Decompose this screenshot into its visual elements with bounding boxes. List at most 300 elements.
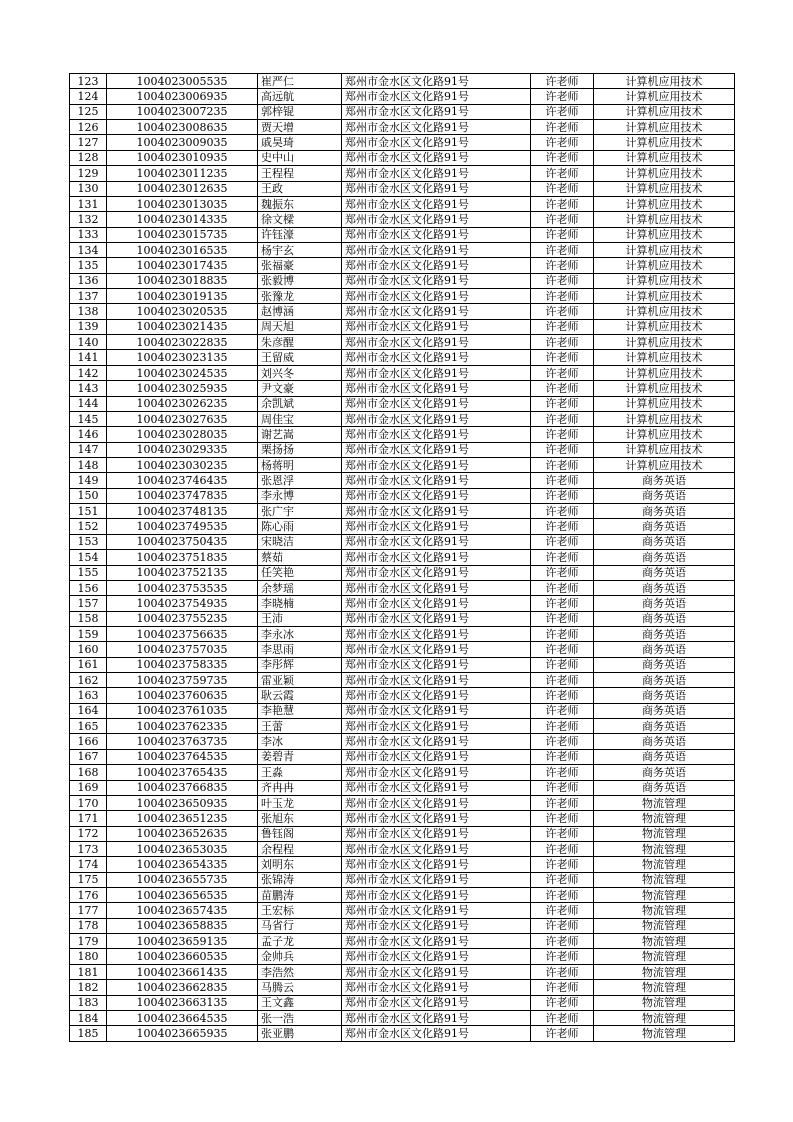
row-number-cell: 153 <box>70 534 107 549</box>
student-id-cell: 1004023017435 <box>107 258 258 273</box>
address-cell: 郑州市金水区文化路91号 <box>342 335 531 350</box>
teacher-name-cell: 许老师 <box>531 888 594 903</box>
major-cell: 物流管理 <box>594 826 735 841</box>
student-id-cell: 1004023027635 <box>107 411 258 426</box>
address-cell: 郑州市金水区文化路91号 <box>342 995 531 1010</box>
student-id-cell: 1004023655735 <box>107 872 258 887</box>
major-cell: 商务英语 <box>594 780 735 795</box>
student-name-cell: 苗鹏涛 <box>258 888 342 903</box>
address-cell: 郑州市金水区文化路91号 <box>342 565 531 580</box>
student-name-cell: 余梦瑶 <box>258 580 342 595</box>
major-cell: 计算机应用技术 <box>594 381 735 396</box>
row-number-cell: 172 <box>70 826 107 841</box>
table-row <box>70 335 735 350</box>
major-cell: 商务英语 <box>594 719 735 734</box>
teacher-name-cell: 许老师 <box>531 980 594 995</box>
row-number-cell: 159 <box>70 626 107 641</box>
row-number-cell: 124 <box>70 89 107 104</box>
teacher-name-cell: 许老师 <box>531 273 594 288</box>
address-cell: 郑州市金水区文化路91号 <box>342 166 531 181</box>
teacher-name-cell: 许老师 <box>531 734 594 749</box>
row-number-cell: 150 <box>70 488 107 503</box>
student-id-cell: 1004023760635 <box>107 688 258 703</box>
address-cell: 郑州市金水区文化路91号 <box>342 765 531 780</box>
major-cell: 物流管理 <box>594 841 735 856</box>
address-cell: 郑州市金水区文化路91号 <box>342 442 531 457</box>
row-number-cell: 138 <box>70 304 107 319</box>
teacher-name-cell: 许老师 <box>531 166 594 181</box>
table-row <box>70 841 735 856</box>
address-cell: 郑州市金水区文化路91号 <box>342 841 531 856</box>
student-name-cell: 李浩然 <box>258 964 342 979</box>
row-number-cell: 185 <box>70 1026 107 1041</box>
row-number-cell: 178 <box>70 918 107 933</box>
table-row <box>70 350 735 365</box>
major-cell: 计算机应用技术 <box>594 273 735 288</box>
teacher-name-cell: 许老师 <box>531 934 594 949</box>
row-number-cell: 171 <box>70 811 107 826</box>
row-number-cell: 168 <box>70 765 107 780</box>
teacher-name-cell: 许老师 <box>531 104 594 119</box>
table-row <box>70 104 735 119</box>
teacher-name-cell: 许老师 <box>531 289 594 304</box>
row-number-cell: 183 <box>70 995 107 1010</box>
major-cell: 商务英语 <box>594 596 735 611</box>
student-name-cell: 李永冰 <box>258 626 342 641</box>
student-id-cell: 1004023663135 <box>107 995 258 1010</box>
table-row <box>70 396 735 411</box>
address-cell: 郑州市金水区文化路91号 <box>342 74 531 89</box>
major-cell: 物流管理 <box>594 995 735 1010</box>
table-row <box>70 473 735 488</box>
row-number-cell: 139 <box>70 319 107 334</box>
teacher-name-cell: 许老师 <box>531 642 594 657</box>
major-cell: 商务英语 <box>594 734 735 749</box>
student-id-cell: 1004023010935 <box>107 150 258 165</box>
teacher-name-cell: 许老师 <box>531 135 594 150</box>
student-name-cell: 金帅兵 <box>258 949 342 964</box>
row-number-cell: 133 <box>70 227 107 242</box>
table-row <box>70 780 735 795</box>
row-number-cell: 184 <box>70 1010 107 1025</box>
student-name-cell: 许钰濠 <box>258 227 342 242</box>
student-name-cell: 戚昊琦 <box>258 135 342 150</box>
table-row <box>70 888 735 903</box>
table-row <box>70 381 735 396</box>
table-row <box>70 795 735 810</box>
table-row <box>70 319 735 334</box>
row-number-cell: 154 <box>70 550 107 565</box>
table-row <box>70 411 735 426</box>
teacher-name-cell: 许老师 <box>531 304 594 319</box>
table-row <box>70 749 735 764</box>
address-cell: 郑州市金水区文化路91号 <box>342 150 531 165</box>
major-cell: 商务英语 <box>594 626 735 641</box>
major-cell: 计算机应用技术 <box>594 150 735 165</box>
teacher-name-cell: 许老师 <box>531 811 594 826</box>
address-cell: 郑州市金水区文化路91号 <box>342 89 531 104</box>
student-name-cell: 张一浩 <box>258 1010 342 1025</box>
address-cell: 郑州市金水区文化路91号 <box>342 550 531 565</box>
teacher-name-cell: 许老师 <box>531 181 594 196</box>
table-row <box>70 427 735 442</box>
teacher-name-cell: 许老师 <box>531 964 594 979</box>
address-cell: 郑州市金水区文化路91号 <box>342 196 531 211</box>
student-name-cell: 谢艺嵩 <box>258 427 342 442</box>
teacher-name-cell: 许老师 <box>531 1026 594 1041</box>
teacher-name-cell: 许老师 <box>531 611 594 626</box>
student-name-cell: 王文鑫 <box>258 995 342 1010</box>
table-row <box>70 534 735 549</box>
student-id-cell: 1004023665935 <box>107 1026 258 1041</box>
row-number-cell: 155 <box>70 565 107 580</box>
major-cell: 物流管理 <box>594 872 735 887</box>
teacher-name-cell: 许老师 <box>531 396 594 411</box>
student-id-cell: 1004023023135 <box>107 350 258 365</box>
table-row <box>70 242 735 257</box>
row-number-cell: 166 <box>70 734 107 749</box>
address-cell: 郑州市金水区文化路91号 <box>342 104 531 119</box>
student-name-cell: 郭梓锟 <box>258 104 342 119</box>
table-row <box>70 626 735 641</box>
row-number-cell: 145 <box>70 411 107 426</box>
major-cell: 计算机应用技术 <box>594 365 735 380</box>
table-row <box>70 857 735 872</box>
teacher-name-cell: 许老师 <box>531 872 594 887</box>
table-row <box>70 918 735 933</box>
major-cell: 计算机应用技术 <box>594 135 735 150</box>
student-name-cell: 张恩浮 <box>258 473 342 488</box>
address-cell: 郑州市金水区文化路91号 <box>342 304 531 319</box>
row-number-cell: 177 <box>70 903 107 918</box>
major-cell: 计算机应用技术 <box>594 89 735 104</box>
row-number-cell: 128 <box>70 150 107 165</box>
table-row <box>70 765 735 780</box>
student-id-cell: 1004023028035 <box>107 427 258 442</box>
major-cell: 计算机应用技术 <box>594 212 735 227</box>
student-name-cell: 李晓楠 <box>258 596 342 611</box>
student-name-cell: 蔡茹 <box>258 550 342 565</box>
student-id-cell: 1004023751835 <box>107 550 258 565</box>
student-name-cell: 刘兴冬 <box>258 365 342 380</box>
student-name-cell: 鲁钰阁 <box>258 826 342 841</box>
student-name-cell: 叶玉龙 <box>258 795 342 810</box>
teacher-name-cell: 许老师 <box>531 596 594 611</box>
student-id-cell: 1004023016535 <box>107 242 258 257</box>
table-row <box>70 980 735 995</box>
address-cell: 郑州市金水区文化路91号 <box>342 381 531 396</box>
major-cell: 物流管理 <box>594 934 735 949</box>
address-cell: 郑州市金水区文化路91号 <box>342 888 531 903</box>
student-name-cell: 朱彦醒 <box>258 335 342 350</box>
major-cell: 计算机应用技术 <box>594 242 735 257</box>
student-name-cell: 王淼 <box>258 765 342 780</box>
student-name-cell: 马省行 <box>258 918 342 933</box>
teacher-name-cell: 许老师 <box>531 795 594 810</box>
major-cell: 计算机应用技术 <box>594 74 735 89</box>
student-id-cell: 1004023014335 <box>107 212 258 227</box>
address-cell: 郑州市金水区文化路91号 <box>342 934 531 949</box>
row-number-cell: 129 <box>70 166 107 181</box>
row-number-cell: 180 <box>70 949 107 964</box>
major-cell: 商务英语 <box>594 611 735 626</box>
row-number-cell: 127 <box>70 135 107 150</box>
row-number-cell: 149 <box>70 473 107 488</box>
row-number-cell: 123 <box>70 74 107 89</box>
teacher-name-cell: 许老师 <box>531 903 594 918</box>
student-name-cell: 李冰 <box>258 734 342 749</box>
table-row <box>70 120 735 135</box>
table-row <box>70 565 735 580</box>
teacher-name-cell: 许老师 <box>531 703 594 718</box>
table-row <box>70 181 735 196</box>
teacher-name-cell: 许老师 <box>531 719 594 734</box>
major-cell: 商务英语 <box>594 488 735 503</box>
student-id-cell: 1004023653035 <box>107 841 258 856</box>
major-cell: 计算机应用技术 <box>594 166 735 181</box>
table-row <box>70 949 735 964</box>
major-cell: 商务英语 <box>594 534 735 549</box>
student-id-cell: 1004023012635 <box>107 181 258 196</box>
major-cell: 物流管理 <box>594 949 735 964</box>
address-cell: 郑州市金水区文化路91号 <box>342 719 531 734</box>
student-id-cell: 1004023662835 <box>107 980 258 995</box>
row-number-cell: 169 <box>70 780 107 795</box>
student-id-cell: 1004023026235 <box>107 396 258 411</box>
student-id-cell: 1004023029335 <box>107 442 258 457</box>
row-number-cell: 140 <box>70 335 107 350</box>
teacher-name-cell: 许老师 <box>531 350 594 365</box>
student-name-cell: 张旭东 <box>258 811 342 826</box>
row-number-cell: 126 <box>70 120 107 135</box>
major-cell: 物流管理 <box>594 1010 735 1025</box>
row-number-cell: 146 <box>70 427 107 442</box>
student-id-cell: 1004023761035 <box>107 703 258 718</box>
student-id-cell: 1004023758335 <box>107 657 258 672</box>
student-name-cell: 尹文豪 <box>258 381 342 396</box>
student-id-cell: 1004023752135 <box>107 565 258 580</box>
row-number-cell: 136 <box>70 273 107 288</box>
student-id-cell: 1004023018835 <box>107 273 258 288</box>
row-number-cell: 152 <box>70 519 107 534</box>
student-id-cell: 1004023022835 <box>107 335 258 350</box>
address-cell: 郑州市金水区文化路91号 <box>342 519 531 534</box>
student-roster-table <box>69 73 735 1042</box>
address-cell: 郑州市金水区文化路91号 <box>342 657 531 672</box>
student-id-cell: 1004023019135 <box>107 289 258 304</box>
table-row <box>70 642 735 657</box>
student-name-cell: 李彤辉 <box>258 657 342 672</box>
table-row <box>70 673 735 688</box>
table-row <box>70 719 735 734</box>
major-cell: 商务英语 <box>594 519 735 534</box>
address-cell: 郑州市金水区文化路91号 <box>342 811 531 826</box>
student-id-cell: 1004023755235 <box>107 611 258 626</box>
address-cell: 郑州市金水区文化路91号 <box>342 1010 531 1025</box>
student-name-cell: 王蕾 <box>258 719 342 734</box>
major-cell: 商务英语 <box>594 473 735 488</box>
table-row <box>70 150 735 165</box>
address-cell: 郑州市金水区文化路91号 <box>342 949 531 964</box>
table-row <box>70 1010 735 1025</box>
student-id-cell: 1004023651235 <box>107 811 258 826</box>
row-number-cell: 157 <box>70 596 107 611</box>
student-id-cell: 1004023024535 <box>107 365 258 380</box>
teacher-name-cell: 许老师 <box>531 580 594 595</box>
row-number-cell: 143 <box>70 381 107 396</box>
major-cell: 计算机应用技术 <box>594 350 735 365</box>
major-cell: 计算机应用技术 <box>594 258 735 273</box>
table-row <box>70 488 735 503</box>
address-cell: 郑州市金水区文化路91号 <box>342 642 531 657</box>
student-name-cell: 耿云霞 <box>258 688 342 703</box>
student-name-cell: 张福豪 <box>258 258 342 273</box>
teacher-name-cell: 许老师 <box>531 335 594 350</box>
major-cell: 商务英语 <box>594 580 735 595</box>
table-row <box>70 550 735 565</box>
major-cell: 商务英语 <box>594 749 735 764</box>
student-id-cell: 1004023749535 <box>107 519 258 534</box>
major-cell: 商务英语 <box>594 504 735 519</box>
teacher-name-cell: 许老师 <box>531 519 594 534</box>
student-id-cell: 1004023021435 <box>107 319 258 334</box>
address-cell: 郑州市金水区文化路91号 <box>342 181 531 196</box>
table-row <box>70 580 735 595</box>
student-name-cell: 贾天增 <box>258 120 342 135</box>
student-id-cell: 1004023654335 <box>107 857 258 872</box>
student-name-cell: 宋晓洁 <box>258 534 342 549</box>
address-cell: 郑州市金水区文化路91号 <box>342 673 531 688</box>
row-number-cell: 147 <box>70 442 107 457</box>
major-cell: 计算机应用技术 <box>594 196 735 211</box>
table-row <box>70 212 735 227</box>
address-cell: 郑州市金水区文化路91号 <box>342 980 531 995</box>
major-cell: 物流管理 <box>594 1026 735 1041</box>
row-number-cell: 132 <box>70 212 107 227</box>
student-id-cell: 1004023020535 <box>107 304 258 319</box>
row-number-cell: 173 <box>70 841 107 856</box>
teacher-name-cell: 许老师 <box>531 242 594 257</box>
row-number-cell: 134 <box>70 242 107 257</box>
student-name-cell: 魏振东 <box>258 196 342 211</box>
student-name-cell: 史中山 <box>258 150 342 165</box>
student-name-cell: 李思雨 <box>258 642 342 657</box>
teacher-name-cell: 许老师 <box>531 749 594 764</box>
student-id-cell: 1004023759735 <box>107 673 258 688</box>
student-name-cell: 马腾云 <box>258 980 342 995</box>
address-cell: 郑州市金水区文化路91号 <box>342 319 531 334</box>
address-cell: 郑州市金水区文化路91号 <box>342 780 531 795</box>
address-cell: 郑州市金水区文化路91号 <box>342 534 531 549</box>
table-row <box>70 89 735 104</box>
teacher-name-cell: 许老师 <box>531 504 594 519</box>
table-row <box>70 442 735 457</box>
student-id-cell: 1004023747835 <box>107 488 258 503</box>
student-name-cell: 张亚鹏 <box>258 1026 342 1041</box>
teacher-name-cell: 许老师 <box>531 258 594 273</box>
table-row <box>70 611 735 626</box>
address-cell: 郑州市金水区文化路91号 <box>342 903 531 918</box>
address-cell: 郑州市金水区文化路91号 <box>342 857 531 872</box>
address-cell: 郑州市金水区文化路91号 <box>342 120 531 135</box>
teacher-name-cell: 许老师 <box>531 120 594 135</box>
teacher-name-cell: 许老师 <box>531 918 594 933</box>
table-row <box>70 872 735 887</box>
student-name-cell: 栗扬扬 <box>258 442 342 457</box>
row-number-cell: 141 <box>70 350 107 365</box>
teacher-name-cell: 许老师 <box>531 473 594 488</box>
address-cell: 郑州市金水区文化路91号 <box>342 488 531 503</box>
address-cell: 郑州市金水区文化路91号 <box>342 504 531 519</box>
address-cell: 郑州市金水区文化路91号 <box>342 427 531 442</box>
student-name-cell: 余凯斌 <box>258 396 342 411</box>
major-cell: 商务英语 <box>594 550 735 565</box>
row-number-cell: 161 <box>70 657 107 672</box>
major-cell: 计算机应用技术 <box>594 396 735 411</box>
address-cell: 郑州市金水区文化路91号 <box>342 734 531 749</box>
table-row <box>70 596 735 611</box>
row-number-cell: 160 <box>70 642 107 657</box>
address-cell: 郑州市金水区文化路91号 <box>342 396 531 411</box>
major-cell: 计算机应用技术 <box>594 304 735 319</box>
teacher-name-cell: 许老师 <box>531 411 594 426</box>
student-id-cell: 1004023652635 <box>107 826 258 841</box>
major-cell: 商务英语 <box>594 688 735 703</box>
teacher-name-cell: 许老师 <box>531 995 594 1010</box>
address-cell: 郑州市金水区文化路91号 <box>342 703 531 718</box>
student-id-cell: 1004023763735 <box>107 734 258 749</box>
teacher-name-cell: 许老师 <box>531 212 594 227</box>
student-id-cell: 1004023661435 <box>107 964 258 979</box>
major-cell: 计算机应用技术 <box>594 319 735 334</box>
student-name-cell: 张广宇 <box>258 504 342 519</box>
row-number-cell: 144 <box>70 396 107 411</box>
row-number-cell: 137 <box>70 289 107 304</box>
student-id-cell: 1004023011235 <box>107 166 258 181</box>
student-id-cell: 1004023664535 <box>107 1010 258 1025</box>
address-cell: 郑州市金水区文化路91号 <box>342 580 531 595</box>
student-name-cell: 周佳宝 <box>258 411 342 426</box>
address-cell: 郑州市金水区文化路91号 <box>342 872 531 887</box>
address-cell: 郑州市金水区文化路91号 <box>342 258 531 273</box>
teacher-name-cell: 许老师 <box>531 488 594 503</box>
table-row <box>70 519 735 534</box>
teacher-name-cell: 许老师 <box>531 381 594 396</box>
major-cell: 物流管理 <box>594 903 735 918</box>
student-id-cell: 1004023025935 <box>107 381 258 396</box>
table-row <box>70 657 735 672</box>
major-cell: 物流管理 <box>594 918 735 933</box>
student-name-cell: 齐冉冉 <box>258 780 342 795</box>
student-name-cell: 余程程 <box>258 841 342 856</box>
table-row <box>70 365 735 380</box>
row-number-cell: 135 <box>70 258 107 273</box>
student-id-cell: 1004023656535 <box>107 888 258 903</box>
address-cell: 郑州市金水区文化路91号 <box>342 242 531 257</box>
row-number-cell: 164 <box>70 703 107 718</box>
student-id-cell: 1004023015735 <box>107 227 258 242</box>
table-row <box>70 135 735 150</box>
student-name-cell: 李永博 <box>258 488 342 503</box>
table-row <box>70 995 735 1010</box>
student-name-cell: 张豫龙 <box>258 289 342 304</box>
major-cell: 物流管理 <box>594 795 735 810</box>
student-id-cell: 1004023764535 <box>107 749 258 764</box>
major-cell: 物流管理 <box>594 980 735 995</box>
student-id-cell: 1004023756635 <box>107 626 258 641</box>
student-id-cell: 1004023746435 <box>107 473 258 488</box>
row-number-cell: 130 <box>70 181 107 196</box>
